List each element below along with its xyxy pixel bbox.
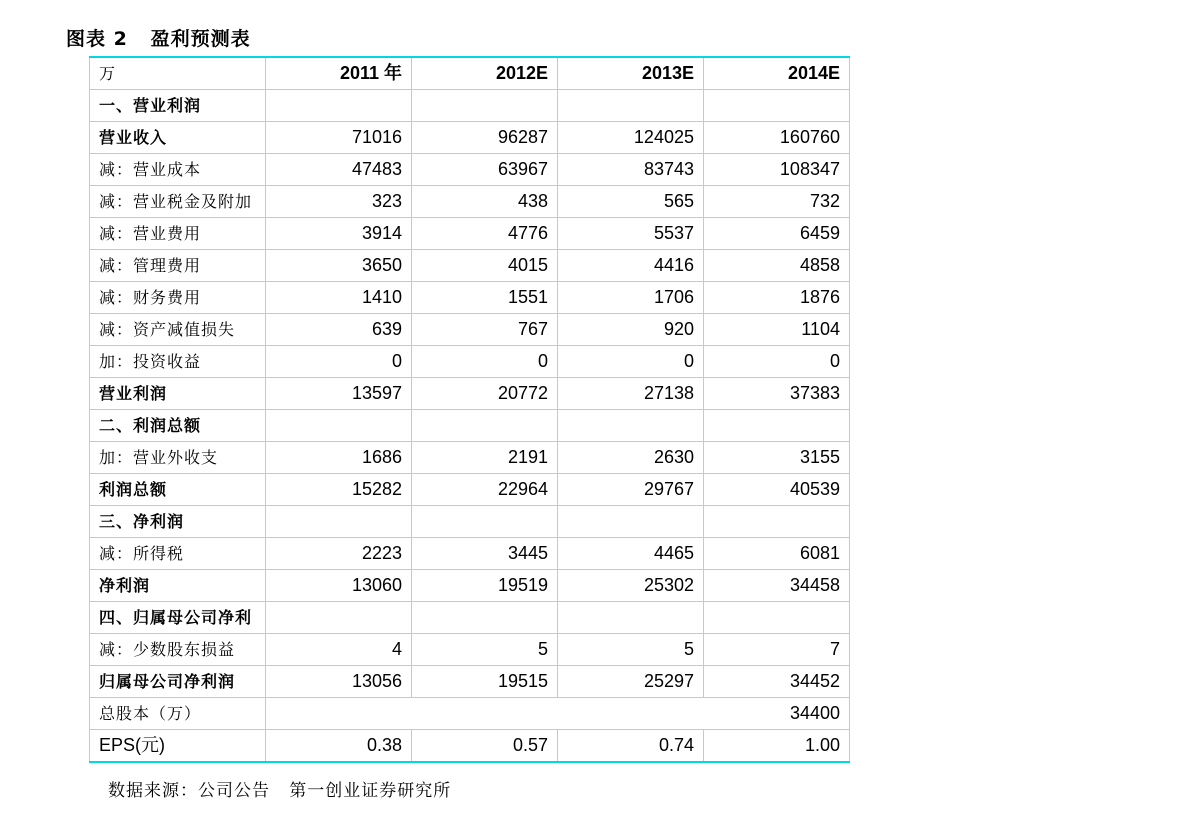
value-cell: 639: [266, 314, 412, 346]
value-cell: 6459: [704, 218, 850, 250]
forecast-table-container: [89, 56, 849, 763]
value-cell: 25302: [558, 570, 704, 602]
value-cell: 40539: [704, 474, 850, 506]
value-cell: 19519: [412, 570, 558, 602]
value-cell: 920: [558, 314, 704, 346]
value-cell: 20772: [412, 378, 558, 410]
table-row: [90, 186, 850, 218]
value-cell: 0: [266, 346, 412, 378]
value-cell: [412, 410, 558, 442]
value-cell: 3650: [266, 250, 412, 282]
eps-value: 1.00: [704, 730, 850, 763]
table-row: [90, 442, 850, 474]
total-shares-row: [90, 698, 850, 730]
table-row: [90, 218, 850, 250]
table-row: [90, 506, 850, 538]
row-label: 利润总额: [90, 474, 266, 506]
row-label: 一、营业利润: [90, 90, 266, 122]
value-cell: 108347: [704, 154, 850, 186]
row-label: 加：投资收益: [90, 346, 266, 378]
eps-row: [90, 730, 850, 763]
value-cell: [704, 410, 850, 442]
year-header: 2011 年: [266, 57, 412, 90]
value-cell: 71016: [266, 122, 412, 154]
value-cell: 29767: [558, 474, 704, 506]
total-shares-value: 34400: [266, 698, 850, 730]
value-cell: [704, 90, 850, 122]
value-cell: 1706: [558, 282, 704, 314]
row-label: 二、利润总额: [90, 410, 266, 442]
year-header: 2014E: [704, 57, 850, 90]
value-cell: 4465: [558, 538, 704, 570]
value-cell: 63967: [412, 154, 558, 186]
value-cell: 4: [266, 634, 412, 666]
table-row: [90, 154, 850, 186]
value-cell: 124025: [558, 122, 704, 154]
value-cell: 767: [412, 314, 558, 346]
row-label: 加：营业外收支: [90, 442, 266, 474]
value-cell: [266, 506, 412, 538]
unit-label: 万: [90, 57, 266, 90]
value-cell: 15282: [266, 474, 412, 506]
value-cell: [558, 410, 704, 442]
table-row: [90, 474, 850, 506]
eps-label: EPS(元): [90, 730, 266, 763]
header-row: [90, 57, 850, 90]
value-cell: 22964: [412, 474, 558, 506]
table-row: [90, 282, 850, 314]
table-row: [90, 410, 850, 442]
value-cell: 0: [558, 346, 704, 378]
value-cell: [558, 506, 704, 538]
value-cell: 1686: [266, 442, 412, 474]
value-cell: [412, 602, 558, 634]
source-note: 数据来源：公司公告 第一创业证券研究所: [108, 781, 452, 801]
value-cell: 25297: [558, 666, 704, 698]
value-cell: 1410: [266, 282, 412, 314]
value-cell: 13056: [266, 666, 412, 698]
row-label: 减：资产减值损失: [90, 314, 266, 346]
table-row: [90, 570, 850, 602]
value-cell: [266, 90, 412, 122]
figure-title: 图表 2 盈利预测表: [66, 28, 251, 50]
value-cell: 3914: [266, 218, 412, 250]
value-cell: 1104: [704, 314, 850, 346]
value-cell: 0: [412, 346, 558, 378]
value-cell: [558, 602, 704, 634]
value-cell: 1876: [704, 282, 850, 314]
value-cell: 323: [266, 186, 412, 218]
value-cell: [704, 602, 850, 634]
table-row: [90, 378, 850, 410]
value-cell: 13597: [266, 378, 412, 410]
table-row: [90, 602, 850, 634]
row-label: 减：所得税: [90, 538, 266, 570]
value-cell: 34452: [704, 666, 850, 698]
row-label: 三、净利润: [90, 506, 266, 538]
eps-value: 0.57: [412, 730, 558, 763]
row-label: 减：少数股东损益: [90, 634, 266, 666]
eps-value: 0.38: [266, 730, 412, 763]
year-header: 2012E: [412, 57, 558, 90]
row-label: 减：营业税金及附加: [90, 186, 266, 218]
value-cell: 5537: [558, 218, 704, 250]
row-label: 归属母公司净利润: [90, 666, 266, 698]
value-cell: 3155: [704, 442, 850, 474]
value-cell: 6081: [704, 538, 850, 570]
row-label: 营业收入: [90, 122, 266, 154]
value-cell: [412, 90, 558, 122]
value-cell: 34458: [704, 570, 850, 602]
value-cell: 5: [558, 634, 704, 666]
table-body: [90, 57, 850, 762]
value-cell: 47483: [266, 154, 412, 186]
table-row: [90, 314, 850, 346]
value-cell: 37383: [704, 378, 850, 410]
table-row: [90, 538, 850, 570]
value-cell: 13060: [266, 570, 412, 602]
row-label: 减：财务费用: [90, 282, 266, 314]
value-cell: 4776: [412, 218, 558, 250]
table-row: [90, 346, 850, 378]
value-cell: [266, 602, 412, 634]
value-cell: 96287: [412, 122, 558, 154]
value-cell: 565: [558, 186, 704, 218]
value-cell: [412, 506, 558, 538]
total-shares-label: 总股本（万）: [90, 698, 266, 730]
value-cell: 2630: [558, 442, 704, 474]
row-label: 四、归属母公司净利: [90, 602, 266, 634]
value-cell: 5: [412, 634, 558, 666]
table-row: [90, 634, 850, 666]
value-cell: 732: [704, 186, 850, 218]
row-label: 减：营业费用: [90, 218, 266, 250]
value-cell: [704, 506, 850, 538]
value-cell: 0: [704, 346, 850, 378]
table-row: [90, 90, 850, 122]
eps-value: 0.74: [558, 730, 704, 763]
value-cell: 19515: [412, 666, 558, 698]
value-cell: 1551: [412, 282, 558, 314]
profit-forecast-table: [89, 56, 850, 763]
value-cell: 438: [412, 186, 558, 218]
value-cell: [558, 90, 704, 122]
value-cell: 2223: [266, 538, 412, 570]
value-cell: 4416: [558, 250, 704, 282]
value-cell: 3445: [412, 538, 558, 570]
value-cell: 2191: [412, 442, 558, 474]
table-row: [90, 250, 850, 282]
value-cell: [266, 410, 412, 442]
row-label: 减：管理费用: [90, 250, 266, 282]
value-cell: 7: [704, 634, 850, 666]
value-cell: 27138: [558, 378, 704, 410]
table-row: [90, 666, 850, 698]
row-label: 营业利润: [90, 378, 266, 410]
value-cell: 160760: [704, 122, 850, 154]
year-header: 2013E: [558, 57, 704, 90]
row-label: 减：营业成本: [90, 154, 266, 186]
value-cell: 4015: [412, 250, 558, 282]
value-cell: 4858: [704, 250, 850, 282]
row-label: 净利润: [90, 570, 266, 602]
table-row: [90, 122, 850, 154]
value-cell: 83743: [558, 154, 704, 186]
